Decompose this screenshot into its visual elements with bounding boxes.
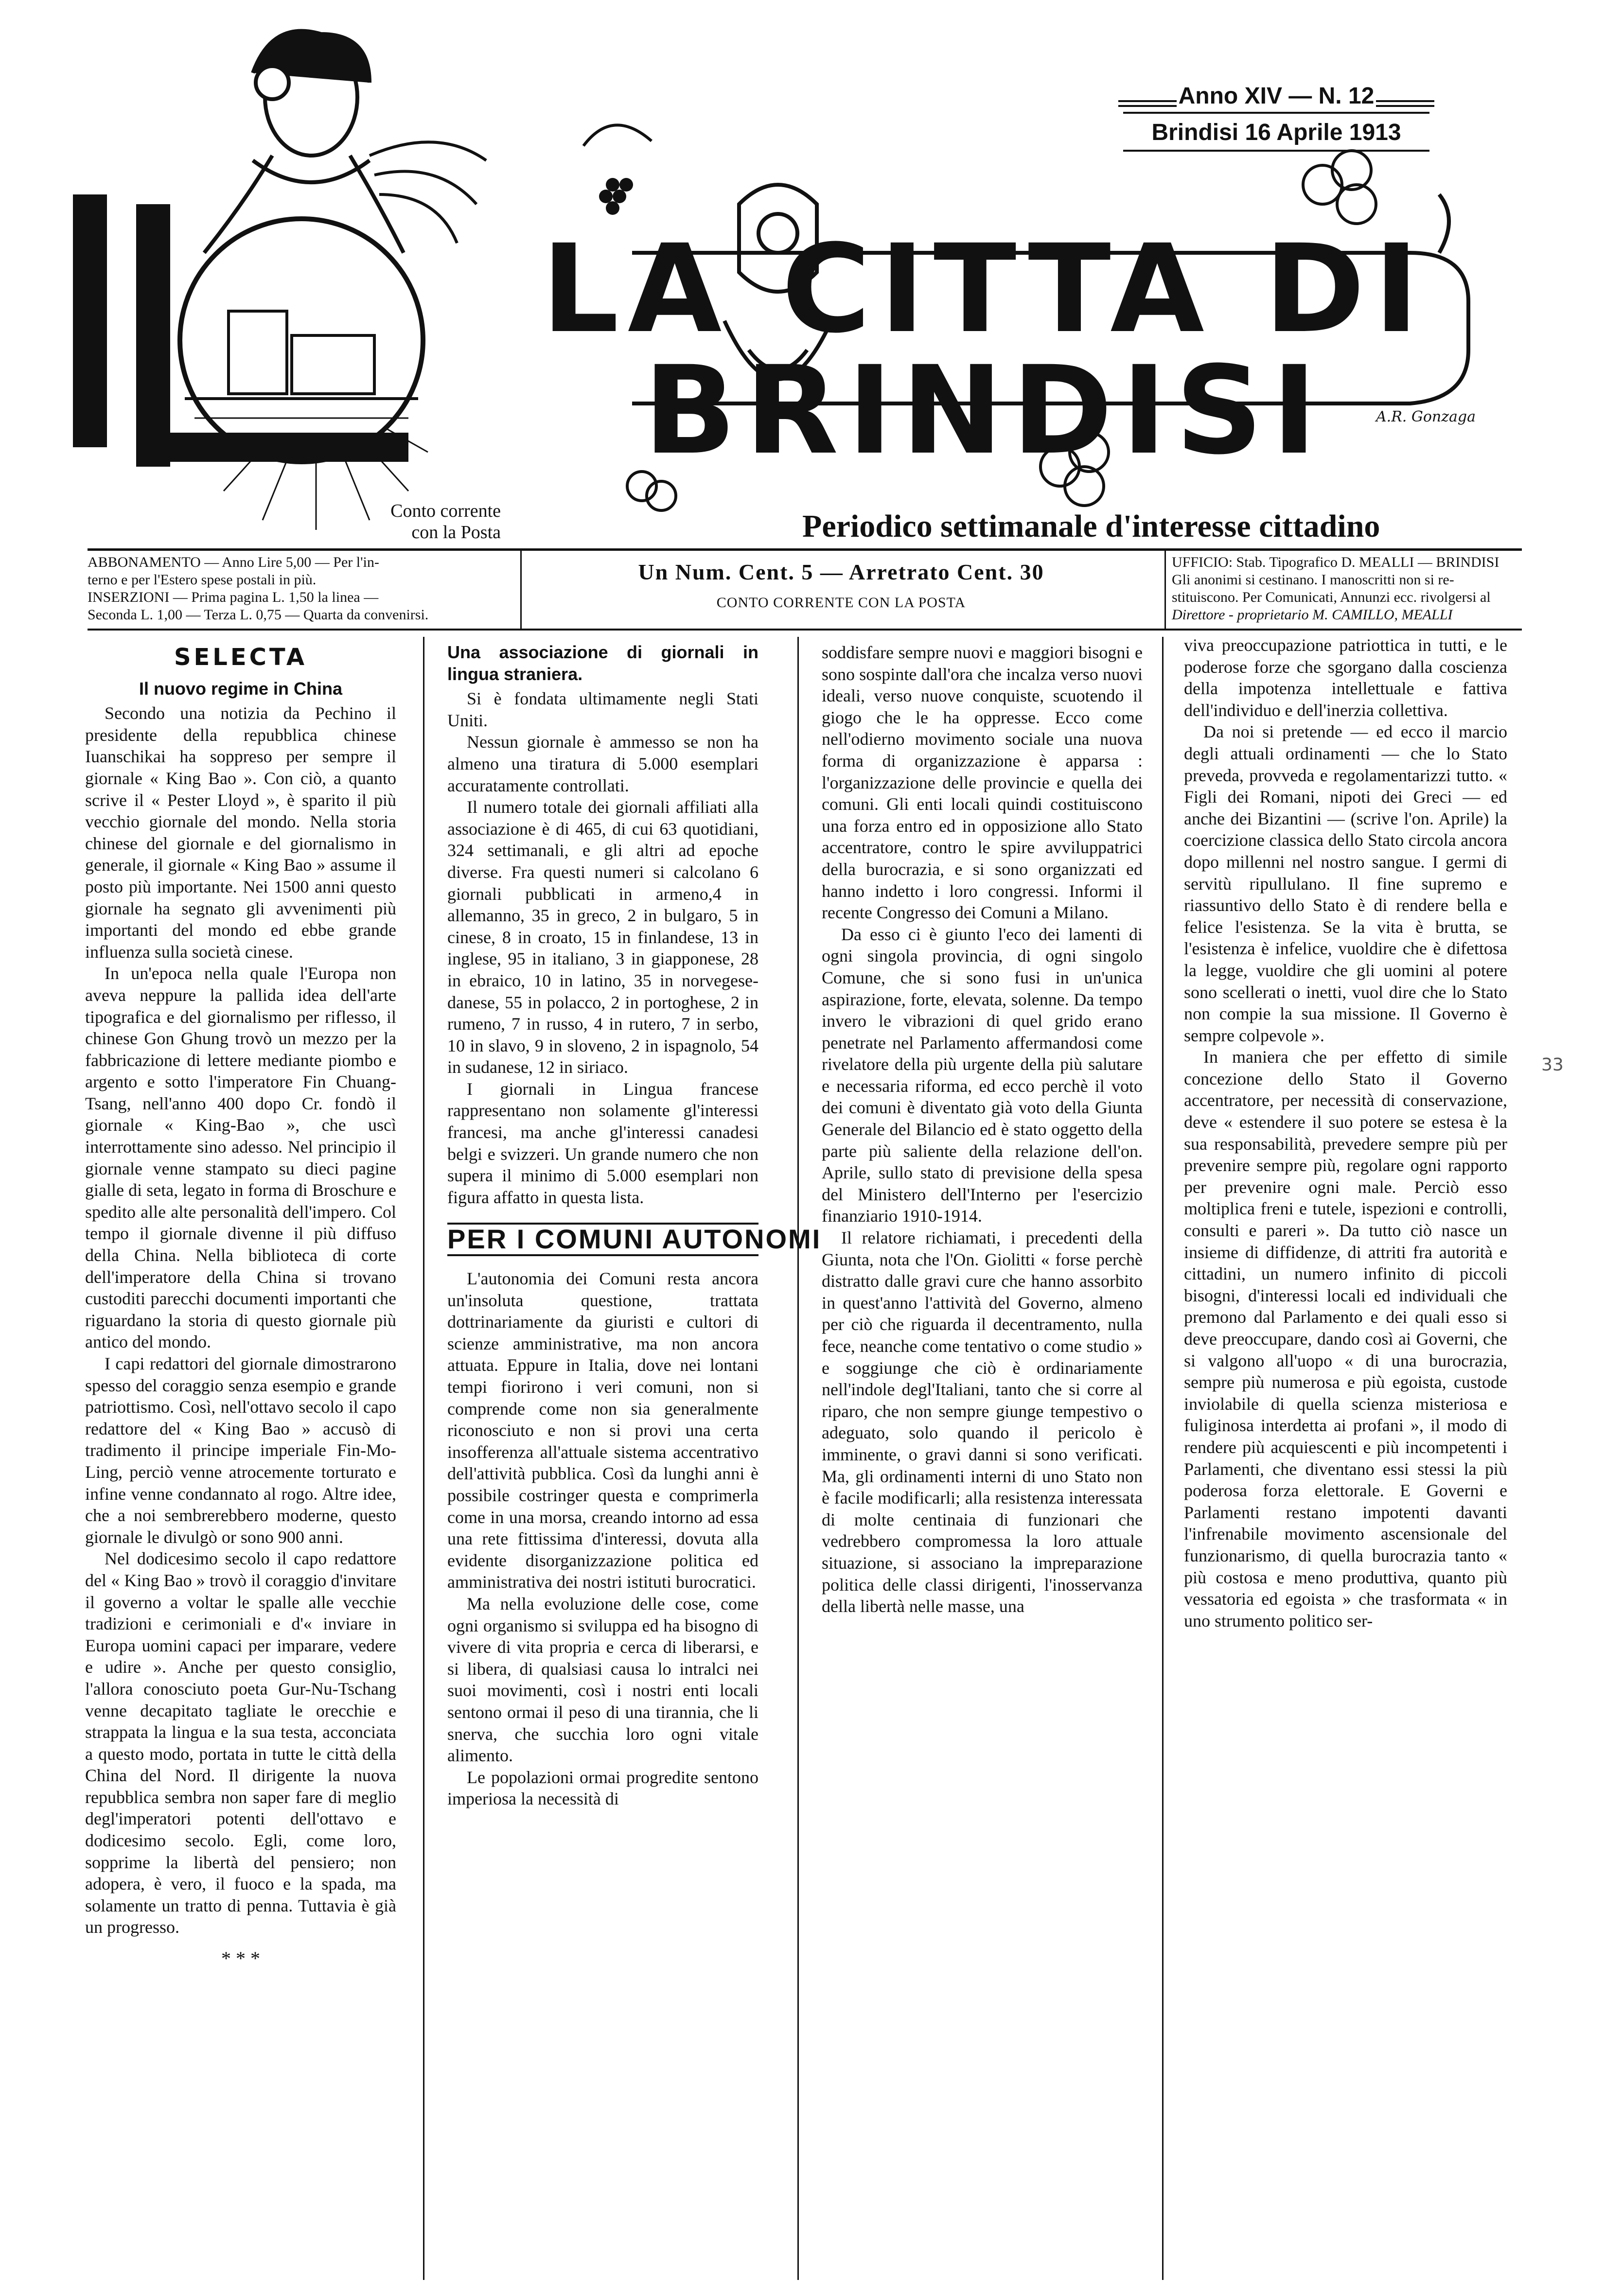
divider: [520, 551, 522, 629]
paragraph: soddisfare sempre nuovi e maggiori bisogni e sono sospinte dall'ora che incalza verso nuovi ideali, verso nuove conquiste, scuotendo il giogo che le ha oppresse. Ecco come nell'odierno movimento sociale una nuova forma di organizzazione è apparsa : l'organizzazione delle provincie e quella dei comuni. Gli enti locali quindi costituiscono una forza entro ed in opposizione allo Stato accentratore, contro le spire avviluppatrici della burocrazia, e si sono organizzati ed hanno indetto i loro congressi. Informi il recente Congresso dei Comuni a Milano.: [822, 643, 1143, 923]
paragraph: Secondo una notizia da Pechino il presidente della repubblica chinese Iuanschikai ha soppreso per sempre il giornale « King Bao ». Con ciò, a quanto scrive il « Pester Lloyd », è sparito il più vecchio giornale del mondo. Nella storia chinese del giornale e del giornalismo in generale, il giornale « King Bao » assume il posto più importante. Nei 1500 anni questo giornale ha segnato gli avvenimenti più importanti del mondo ed ebbe grande influenza sulla società cinese.: [85, 703, 396, 962]
issue-price: Un Num. Cent. 5 — Arretrato Cent. 30: [638, 560, 1044, 584]
paragraph: In maniera che per effetto di simile concezione dello Stato il Governo accentratore, per necessità di conservazione, deve « estendere il suo potere se estesa è la sua responsabilità, prevedere sempre più per prevenire sempre più, regolare ogni rapporto per prevenire ogni male. Perciò esso moltiplica freni e tutele, ispezioni e controlli, consulti e pareri ». Da tutto ciò nasce un insieme di diffidenze, di attriti fra autorità e cittadini, un numero infinito di piccoli bisogni, d'interessi locali ed individuali che premono dal Parlamento e dei quali esso si deve preoccupare, dando così ai Governi, che si valgono all'uopo « di una burocrazia, sempre più numerosa e più egoista, custode inviolabile di quella scienza misteriosa e fuliginosa interdetta ai profani », il modo di rendere più acquiescenti e più incompetenti i Parlamenti, che diventano essi stessi la più poderosa forza elettorale. E Governi e Parlamenti restano impotenti davanti l'infrenabile movimento ascensionale del funzionarismo, di quella burocrazia tanto « più costosa e meno produttiva, quanto più vessatoria ed egoista » che trasformata « in uno strumento politico ser-: [1184, 1047, 1507, 1630]
divider: [1164, 551, 1166, 629]
newspaper-title: LA CITTA DI BRINDISI: [541, 218, 1428, 481]
price-info: [525, 554, 1157, 612]
paragraph: I giornali in Lingua francese rappresentano non solamente gl'interessi francesi, ma anche gl'interessi canadesi belgi e svizzeri. Un grande numero che non supera il minimo di 5.000 esemplari non figura affatto in questa lista.: [447, 1079, 758, 1207]
info-line: stituiscono. Per Comunicati, Annunzi ecc. rivolgersi al: [1172, 589, 1491, 605]
section-end-stars: * * *: [221, 1947, 260, 1970]
paragraph: In un'epoca nella quale l'Europa non aveva neppure la pallida idea dell'arte tipografica e del giornalismo per riflesso, il chinese Gon Ghung trovò un mezzo per la fabbricazione di lettere mediante piombo e argento e sotto l'imperatore Fin Chuang-Tsang, nell'anno 400 dopo Cr. fondò il giornale « King-Bao », che uscì interrottamente sino adesso. Nel principio il giornale venne stampato su dieci pagine gialle di seta, legato in forma di Broschure e spedito alle alte personalità dell'impero. Col tempo il giornale divenne il più diffuso della China. Nella biblioteca di corte dell'imperatore della China si trovano custoditi parecchi documenti importanti che riguardano la storia di questo giornale più antico del mondo.: [85, 964, 396, 1352]
section-title: PER I COMUNI AUTONOMI: [447, 1223, 758, 1256]
town-vignette-illustration: [180, 219, 423, 462]
column-divider: [1162, 637, 1164, 2280]
paragraph: Si è fondata ultimamente negli Stati Uniti.: [447, 689, 758, 730]
office-info: [1172, 554, 1522, 624]
issue-date: Brindisi 16 Aprile 1913: [1151, 120, 1401, 145]
paragraph: viva preoccupazione patriottica in tutti, e le poderose forze che sgorgano dalla coscienza della impotenza intellettuale e fattiva dell'individuo e dell'inerzia collettiva.: [1184, 635, 1507, 720]
info-line: Seconda L. 1,00 — Terza L. 0,75 — Quarta da convenirsi.: [88, 607, 429, 623]
paragraph: Nessun giornale è ammesso se non ha almeno una tiratura di 5.000 esemplari accuratamente controllati.: [447, 732, 758, 795]
paragraph: L'autonomia dei Comuni resta ancora un'insoluta questione, trattata dottrinariamente da giuristi e cultori di scienze amministrative, ma non ancora attuata. Eppure in Italia, dove nei lontani tempi fiorirono i veri comuni, non si comprende come non sia generalmente riconosciuto e non si provi una certa insofferenza all'attuale sistema accentrativo dell'attività pubblica. Così da lunghi anni è possibile costringer questa e comprimerla come in una morsa, creando intorno ad essa una rete fittissima d'interessi, dovuta alla evidente disorganizzazione politica ed amministrativa dei nostri istituti burocratici.: [447, 1269, 758, 1592]
info-line: INSERZIONI — Prima pagina L. 1,50 la linea —: [88, 589, 379, 605]
info-line: Direttore - proprietario M. CAMILLO, MEALLI: [1172, 607, 1453, 623]
column-3: [822, 642, 1143, 1617]
paragraph: Da noi si pretende — ed ecco il marcio degli attuali ordinamenti — che lo Stato preveda, provveda e regolamentarizzi tutto. « Figli dei Romani, nipoti dei Greci — ed anche dei Bizantini — (scrive l'on. Aprile) la coercizione classica dello Stato circola ancora dopo millenni nel nostro sangue. I germi di servitù ripullulano. Il fine supremo e riassuntivo dello Stato è di rendere bella e felice l'esistenza. Se la vita è brutta, se l'esistenza è infelice, vuoldire che è difettosa la legge, vuoldire che gli uomini al potere sono scellerati o inetti, vuol dire che lo Stato non compie la sua missione. Il Governo è sempre colpevole ».: [1184, 722, 1507, 1045]
issue-number: Anno XIV — N. 12: [1178, 83, 1375, 109]
column-1: [85, 642, 396, 1970]
paragraph: Da esso ci è giunto l'eco dei lamenti di ogni singola provincia, di ogni singolo Comune, che si sono fusi in un'unica aspirazione, forte, elevata, solenne. Da tempo invero le vibrazioni di quel grido erano penetrate nel Parlamento affermandosi come rivelatore della più urgente della più salutare e necessaria riforma, ed ecco perchè il voto dei comuni è diventato già voto della Giunta Generale del Bilancio ed è stato oggetto della parte più saliente della relazione dell'on. Aprile, sullo stato di previsione della spesa del Ministero dell'Interno per l'esercizio finanziario 1910-1914.: [822, 924, 1143, 1226]
paragraph: Il numero totale dei giornali affiliati alla associazione è di 465, di cui 63 quotidiani, 324 settimanali, e gli altri ad epoche diverse. Fra questi numeri si calcolano 6 giornali pubblicati in armeno,4 in allemanno, 35 in greco, 2 in bulgaro, 5 in cinese, 8 in croato, 15 in finlandese, 13 in inglese, 95 in italiano, 3 in giapponese, 28 in ebraico, 10 in latino, 35 in norvegese-danese, 55 in polacco, 2 in portoghese, 2 in rumeno, 7 in russo, 4 in rutero, 7 in serbo, 10 in slavo, 9 in sloveno, 2 in ispagnolo, 54 in sudanese, 12 in siriaco.: [447, 797, 758, 1077]
info-line: terno e per l'Estero spese postali in più.: [88, 572, 317, 588]
paragraph: Nel dodicesimo secolo il capo redattore del « King Bao » trovò il coraggio d'invitare il governo a voltar le spalle alle vecchie tradizioni e cerimoniali e d'« inviare in Europa uomini capaci per imparare, vedere e udire ». Anche per questo consiglio, l'allora conosciuto poeta Gur-Nu-Tschang venne decapitato tagliate le orecchie e strappata la lingua e la sua testa, acconciata a questo modo, portata in tutte le città della China del Nord. Il dirigente la nuova repubblica sembra non saper fare di meglio degl'imperatori potenti dell'ottavo e dodicesimo secolo. Egli, come loro, sopprime la libertà del pensiero; non adopera, è vero, il fuoco e la spada, ma solamente un tratto di penna. Tuttavia è già un progresso.: [85, 1549, 396, 1937]
conto-corrente-note: Conto corrente con la Posta: [390, 501, 501, 543]
column-4: [1184, 634, 1507, 1631]
subscription-terms: [88, 554, 515, 624]
grape-vine-ornament: [583, 125, 652, 215]
illustrator-signature: A.R. Gonzaga: [1376, 408, 1476, 425]
info-line: Gli anonimi si cestinano. I manoscritti non si re-: [1172, 572, 1454, 588]
paragraph: I capi redattori del giornale dimostrarono spesso del coraggio senza esempio e grande patriottismo. Così, nell'ottavo secolo il capo redattore del « King Bao » accusò di tradimento il principe imperiale Fin-Mo-Ling, perciò venne atrocemente torturato e infine venne condannato al rogo. Altre idee, che a noi sembrerebbero moderne, questo giornale le divulgò or sono 900 anni.: [85, 1354, 396, 1547]
info-line: ABBONAMENTO — Anno Lire 5,00 — Per l'in-: [88, 554, 379, 570]
paragraph: Il relatore richiamati, i precedenti della Giunta, nota che l'On. Giolitti « forse perchè distratto dalle gravi cure che hanno assorbito in quest'anno l'attività del Governo, almeno per ciò che riguarda il decentramento, nulla fece, neanche come tentativo o come studio » e soggiunge che ciò è ordinariamente nell'indole degl'Italiani, tanto che si corre al riparo, che non sempre giunge tempestivo o adeguato, solo quando il pericolo è imminente, o gravi danni si sono verificati. Ma, gli ordinamenti interni di uno Stato non è facile modificarli; alla resistenza interessata di molte centinaia di funzionari che vedrebbero compromessa la loro attuale situazione, si associano la impreparazione politica delle classi dirigenti, l'inosservanza della libertà nelle masse, una: [822, 1228, 1143, 1616]
column-divider: [423, 637, 424, 2280]
newspaper-subtitle: Periodico settimanale d'interesse cittadino: [802, 508, 1380, 544]
palm-frond-ornament: [370, 142, 486, 243]
column-2: [447, 642, 822, 1810]
subscription-info-bar: [88, 548, 1522, 631]
paragraph: Ma nella evoluzione delle cose, come ogni organismo si sviluppa ed ha bisogno di vivere di vita propria e cerca di liberarsi, e si libera, di qualsiasi causa lo intralci nei suoi movimenti, così i nostri enti locali sentono ormai il peso di una tirannia, che li snerva, che succhia loro ogni vitale alimento.: [447, 1594, 758, 1766]
article-title: Una associazione di giornali in lingua straniera.: [447, 642, 758, 684]
section-title: SELECTA: [174, 644, 308, 671]
margin-annotation: 33: [1541, 1055, 1564, 1075]
article-title: Il nuovo regime in China: [139, 678, 343, 699]
conto-corrente-label: CONTO CORRENTE CON LA POSTA: [716, 595, 966, 611]
paragraph: Le popolazioni ormai progredite sentono imperiosa la necessità di: [447, 1767, 758, 1809]
column-divider: [797, 637, 799, 2280]
info-line: UFFICIO: Stab. Tipografico D. MEALLI — BRINDISI: [1172, 554, 1499, 570]
masthead: [0, 0, 1605, 544]
